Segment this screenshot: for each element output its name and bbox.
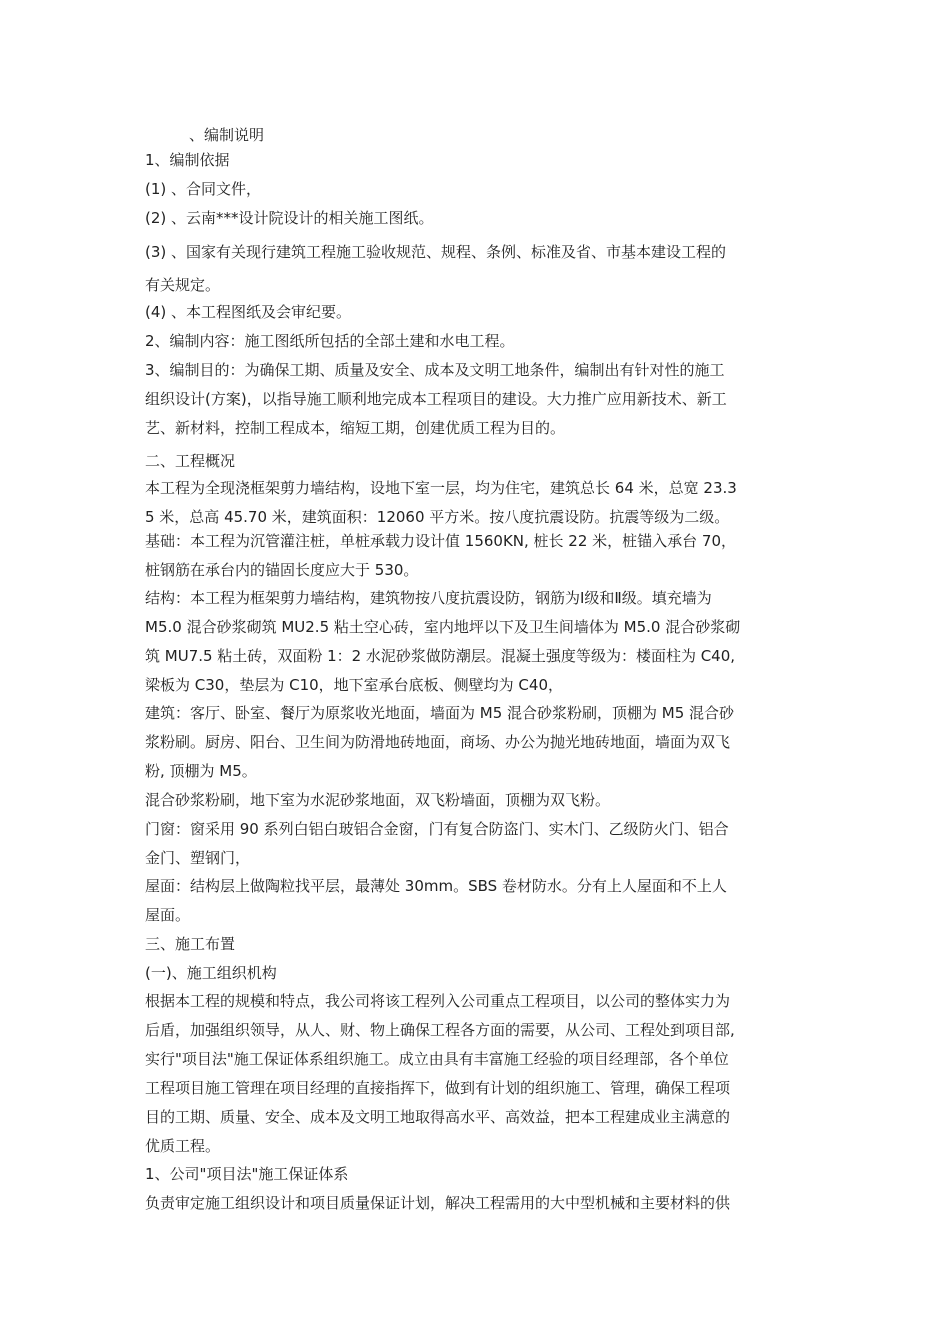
text-line: 屋面：结构层上做陶粒找平层，最薄处 30mm。SBS 卷材防水。分有上人屋面和不上人: [145, 877, 727, 895]
list-item-2: [145, 206, 820, 230]
section-heading-layout: [145, 930, 820, 959]
section-heading-overview: [145, 449, 820, 473]
text-line: 浆粉刷。厨房、阳台、卫生间为防滑地砖地面，商场、办公为抛光地砖地面，墙面为双飞: [145, 733, 731, 751]
paragraph-foundation: [145, 527, 820, 585]
text-line: 梁板为 C30，垫层为 C10，地下室承台底板、侧壁均为 C40，: [145, 676, 563, 694]
text-line: 1、公司"项目法"施工保证体系: [145, 1165, 349, 1183]
paragraph-structure: [145, 584, 820, 700]
text-line: 屋面。: [145, 906, 191, 924]
section-heading-preparation-notes: [145, 123, 864, 147]
text-line: (一)、施工组织机构: [145, 964, 277, 982]
text-line: 3、编制目的：为确保工期、质量及安全、成本及文明工地条件，编制出有针对性的施工: [145, 361, 725, 379]
text-line: 目的工期、质量、安全、成本及文明工地取得高水平、高效益，把本工程建成业主满意的: [145, 1108, 731, 1126]
text-line: 2、编制内容：施工图纸所包括的全部土建和水电工程。: [145, 332, 515, 350]
paragraph-doors-windows: [145, 815, 820, 873]
text-line: 艺、新材料，控制工程成本，缩短工期，创建优质工程为目的。: [145, 419, 566, 437]
text-line: (2) 、云南***设计院设计的相关施工图纸。: [145, 209, 434, 227]
text-line: 门窗：窗采用 90 系列白铝白玻铝合金窗，门有复合防盗门、实木门、乙级防火门、铝合: [145, 820, 729, 838]
text-line: 本工程为全现浇框架剪力墙结构，设地下室一层，均为住宅，建筑总长 64 米，总宽 23.3: [145, 479, 737, 497]
paragraph-duties: [145, 1189, 820, 1218]
text-line: 粉, 顶棚为 M5。: [145, 762, 257, 780]
text-line: 负责审定施工组织设计和项目质量保证计划，解决工程需用的大中型机械和主要材料的供: [145, 1194, 731, 1212]
paragraph-content: [145, 329, 820, 353]
text-line: 优质工程。: [145, 1137, 221, 1155]
text-line: 实行"项目法"施工保证体系组织施工。成立由具有丰富施工经验的项目经理部，各个单位: [145, 1050, 729, 1068]
text-line: (1) 、合同文件，: [145, 180, 262, 198]
text-line: 金门、塑钢门，: [145, 849, 251, 867]
text-line: 、编制说明: [189, 126, 265, 144]
text-line: 混合砂浆粉刷，地下室为水泥砂浆地面，双飞粉墙面，顶棚为双飞粉。: [145, 791, 611, 809]
text-line: 后盾，加强组织领导，从人、财、物上确保工程各方面的需要，从公司、工程处到项目部,: [145, 1021, 735, 1039]
text-line: 建筑：客厅、卧室、餐厅为原浆收光地面，墙面为 M5 混合砂浆粉刷，顶棚为 M5 混合砂: [145, 704, 735, 722]
paragraph-overview: [145, 474, 820, 532]
list-item-4: [145, 300, 820, 324]
subheading-organization: [145, 959, 820, 988]
paragraph-roof: [145, 872, 820, 930]
text-line: 桩钢筋在承台内的锚固长度应大于 530。: [145, 561, 419, 579]
paragraph-organization: [145, 987, 820, 1161]
text-line: 基础：本工程为沉管灌注桩，单桩承载力设计值 1560KN, 桩长 22 米，桩锚入承台 70，: [145, 532, 737, 550]
subheading-guarantee-system: [145, 1160, 820, 1189]
text-line: 二、工程概况: [145, 452, 236, 470]
text-line: 有关规定。: [145, 276, 221, 294]
text-line: 组织设计(方案)，以指导施工顺利地完成本工程项目的建设。大力推广应用新技术、新工: [145, 390, 727, 408]
list-item-1: [145, 177, 820, 201]
list-item-3: [145, 236, 820, 302]
text-line: 工程项目施工管理在项目经理的直接指挥下，做到有计划的组织施工、管理，确保工程项: [145, 1079, 731, 1097]
text-line: 筑 MU7.5 粘土砖，双面粉 1：2 水泥砂浆做防潮层。混凝土强度等级为：楼面柱为 C40,: [145, 647, 736, 665]
paragraph-purpose: [145, 356, 820, 443]
text-line: M5.0 混合砂浆砌筑 MU2.5 粘土空心砖，室内地坪以下及卫生间墙体为 M5.0 混合砂浆砌: [145, 618, 741, 636]
paragraph-basement: [145, 786, 820, 815]
text-line: (3) 、国家有关现行建筑工程施工验收规范、规程、条例、标准及省、市基本建设工程的: [145, 243, 727, 261]
text-line: 1、编制依据: [145, 151, 230, 169]
text-line: 5 米，总高 45.70 米，建筑面积：12060 平方米。按八度抗震设防。抗震等级为二级。: [145, 508, 730, 526]
text-line: 三、施工布置: [145, 935, 236, 953]
text-line: 根据本工程的规模和特点，我公司将该工程列入公司重点工程项目，以公司的整体实力为: [145, 992, 731, 1010]
text-line: (4) 、本工程图纸及会审纪要。: [145, 303, 352, 321]
subheading-basis: [145, 148, 820, 172]
text-line: 结构：本工程为框架剪力墙结构，建筑物按八度抗震设防，钢筋为Ⅰ级和Ⅱ级。填充墙为: [145, 589, 712, 607]
paragraph-architecture: [145, 699, 820, 786]
